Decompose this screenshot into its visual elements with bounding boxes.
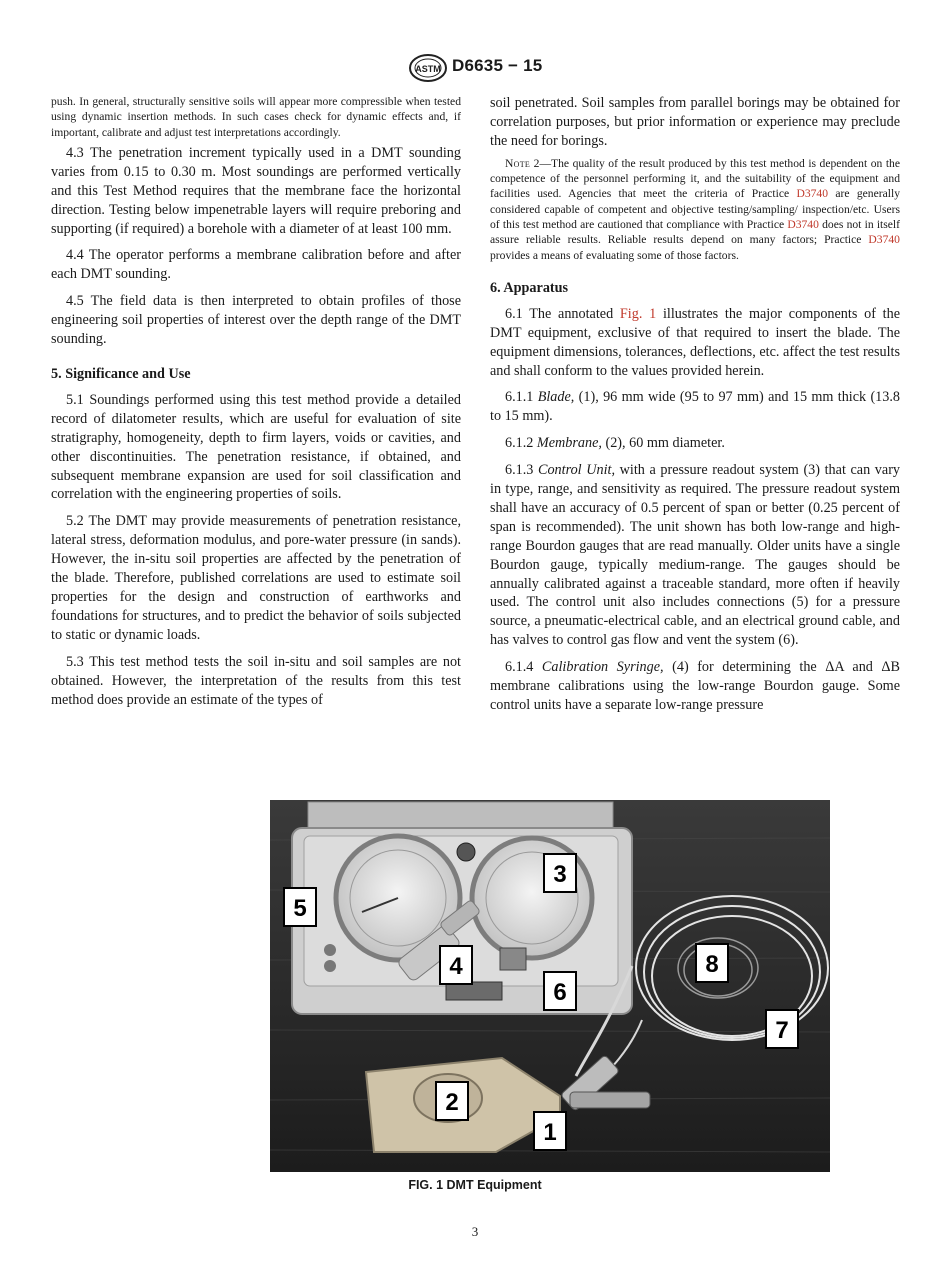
callout-3-label: 3	[553, 861, 567, 888]
p612-number: 6.1.2	[505, 435, 534, 452]
d3740-link-3[interactable]: D3740	[868, 233, 900, 247]
paragraph-6-1-3	[490, 461, 900, 650]
paragraph-4-2-continued: push. In general, structurally sensitive soils will appear more compressible when tested using dynamic insertion methods. In such cases check for dynamic effects and, if important, calibrate and adjust test interpretations accordingly.	[51, 95, 461, 139]
note-text-b: are generally considered capable of competent and objective testing/sampling/ inspection/etc. Users of this test method are cautioned that compliance with Practice	[490, 187, 900, 231]
p614-text: (4) for determining the ΔA and ΔB membrane calibrations using the low-range Bourdon gauge. Some control units have a separate low-range pressure	[490, 659, 901, 714]
callout-2	[436, 1082, 468, 1120]
paragraph-4-5: 4.5 The field data is then interpreted to obtain profiles of those engineering soil properties of interest over the depth range of the DMT sounding.	[51, 293, 461, 348]
callout-8	[696, 944, 728, 982]
dmt-equipment-photo	[270, 800, 830, 1172]
p611-term: Blade,	[537, 389, 575, 406]
paragraph-4-4: 4.4 The operator performs a membrane calibration before and after each DMT sounding.	[51, 247, 461, 283]
paragraph-5-2: 5.2 The DMT may provide measurements of penetration resistance, lateral stress, deformation modulus, and pore-water pressure (in sands). However, the in-situ soil properties are affected by the penetration of the blade. Therefore, published correlations are used to estimate soil properties for the design and construction of earthworks and foundations for structures, and to predict the behavior of soils subjected to static or dynamic loads.	[51, 513, 461, 643]
callout-2-label: 2	[445, 1089, 459, 1116]
p614-term: Calibration Syringe,	[541, 659, 664, 676]
callout-6-label: 6	[553, 979, 567, 1006]
callout-7-label: 7	[775, 1017, 789, 1044]
right-column	[490, 94, 900, 715]
p614-number: 6.1.4	[505, 659, 534, 676]
callout-4	[440, 946, 472, 984]
fig-1-link[interactable]: Fig. 1	[619, 305, 657, 322]
callout-7	[766, 1010, 798, 1048]
p612-term: Membrane,	[536, 435, 602, 452]
callout-1-label: 1	[543, 1119, 557, 1146]
callout-1	[534, 1112, 566, 1150]
callout-3	[544, 854, 576, 892]
astm-logo	[408, 52, 448, 84]
p613-text: with a pressure readout system (3) that can vary in type, range, and sensitivity as required. The pressure readout system shall have an accuracy of 0.5 percent of span or better (0.25 percent of span is recommended). The unit shown has both low-range and high-range Bourdon gauges that are read manually. Older units have a single Bourdon gauge, typically medium-range. The gauges should be annually calibrated against a traceable standard, more often if heavily used. The control unit also includes connections (5) for a pressure source, a pneumatic-electrical cable, and an electrical ground cable, and has valves to control gas flow and vent the system (6).	[490, 462, 901, 649]
paragraph-5-1: 5.1 Soundings performed using this test method provide a detailed record of dilatometer results, which are useful for evaluation of site stratigraphy, homogeneity, depth to firm layers, voids or cavities, and other discontinuities. The penetration resistance, if obtained, and subsequent membrane expansion are used for soil classification and correlation with the engineering properties of soils.	[51, 391, 461, 503]
paragraph-6-1-4	[490, 658, 900, 715]
note-text-d: provides a means of evaluating some of those factors.	[490, 248, 739, 262]
note-label: Note	[505, 156, 531, 170]
callout-4-label: 4	[449, 953, 463, 980]
d3740-link-1[interactable]: D3740	[796, 187, 829, 201]
callout-8-label: 8	[705, 951, 719, 978]
figure-caption: FIG. 1 DMT Equipment	[408, 1178, 542, 1192]
p612-text: (2), 60 mm diameter.	[605, 435, 725, 452]
callout-5-label: 5	[293, 895, 307, 922]
p61-text-b: illustrates the major components of the DMT equipment, exclusive of that required to insert the blade. The equipment dimensions, tolerances, deflections, etc. affect the test results and shall conform to the values provided herein.	[490, 305, 900, 379]
paragraph-5-3-continued: soil penetrated. Soil samples from parallel borings may be obtained for correlation purposes, but prior information or experience may preclude the need for borings.	[490, 95, 900, 149]
p613-term: Control Unit,	[538, 462, 616, 479]
page-number: 3	[471, 1224, 479, 1239]
section-6-heading: 6. Apparatus	[490, 279, 569, 296]
document-designation: D6635 − 15	[452, 56, 543, 75]
p61-text-a: 6.1 The annotated	[505, 305, 614, 322]
p613-number: 6.1.3	[505, 462, 534, 479]
left-column	[51, 94, 461, 709]
note-text-c: does not in itself assure reliable results. Reliable results depend on many factors; Practice	[490, 217, 901, 247]
callout-6	[544, 972, 576, 1010]
p611-text: (1), 96 mm wide (95 to 97 mm) and 15 mm thick (13.8 to 15 mm).	[490, 389, 901, 425]
paragraph-6-1-1	[490, 388, 900, 426]
p611-number: 6.1.1	[505, 389, 534, 406]
page-header	[0, 52, 950, 86]
paragraph-6-1	[490, 305, 900, 381]
d3740-link-2[interactable]: D3740	[787, 217, 819, 231]
note-text-a: 2—The quality of the result produced by this test method is dependent on the competence of the personnel performing it, and the suitability of the equipment and facilities used. Agencies that meet the criteria of Practice	[490, 156, 900, 201]
note-2	[490, 156, 900, 263]
section-5-heading: 5. Significance and Use	[51, 365, 191, 382]
callout-5	[284, 888, 316, 926]
paragraph-4-3: 4.3 The penetration increment typically used in a DMT sounding varies from 0.15 to 0.30 m. Most soundings are performed vertically and this Test Method requires that the membrane face the horizontal direction. Testing below impenetrable layers will require preboring and supporting (if required) a borehole with a diameter of at least 100 mm.	[51, 144, 461, 237]
paragraph-6-1-2	[490, 434, 900, 453]
paragraph-5-3: 5.3 This test method tests the soil in-situ and soil samples are not obtained. However, the interpretation of the results from this test method does provide an estimate of the types of	[51, 653, 461, 708]
astm-logo-text: ASTM	[415, 64, 441, 74]
